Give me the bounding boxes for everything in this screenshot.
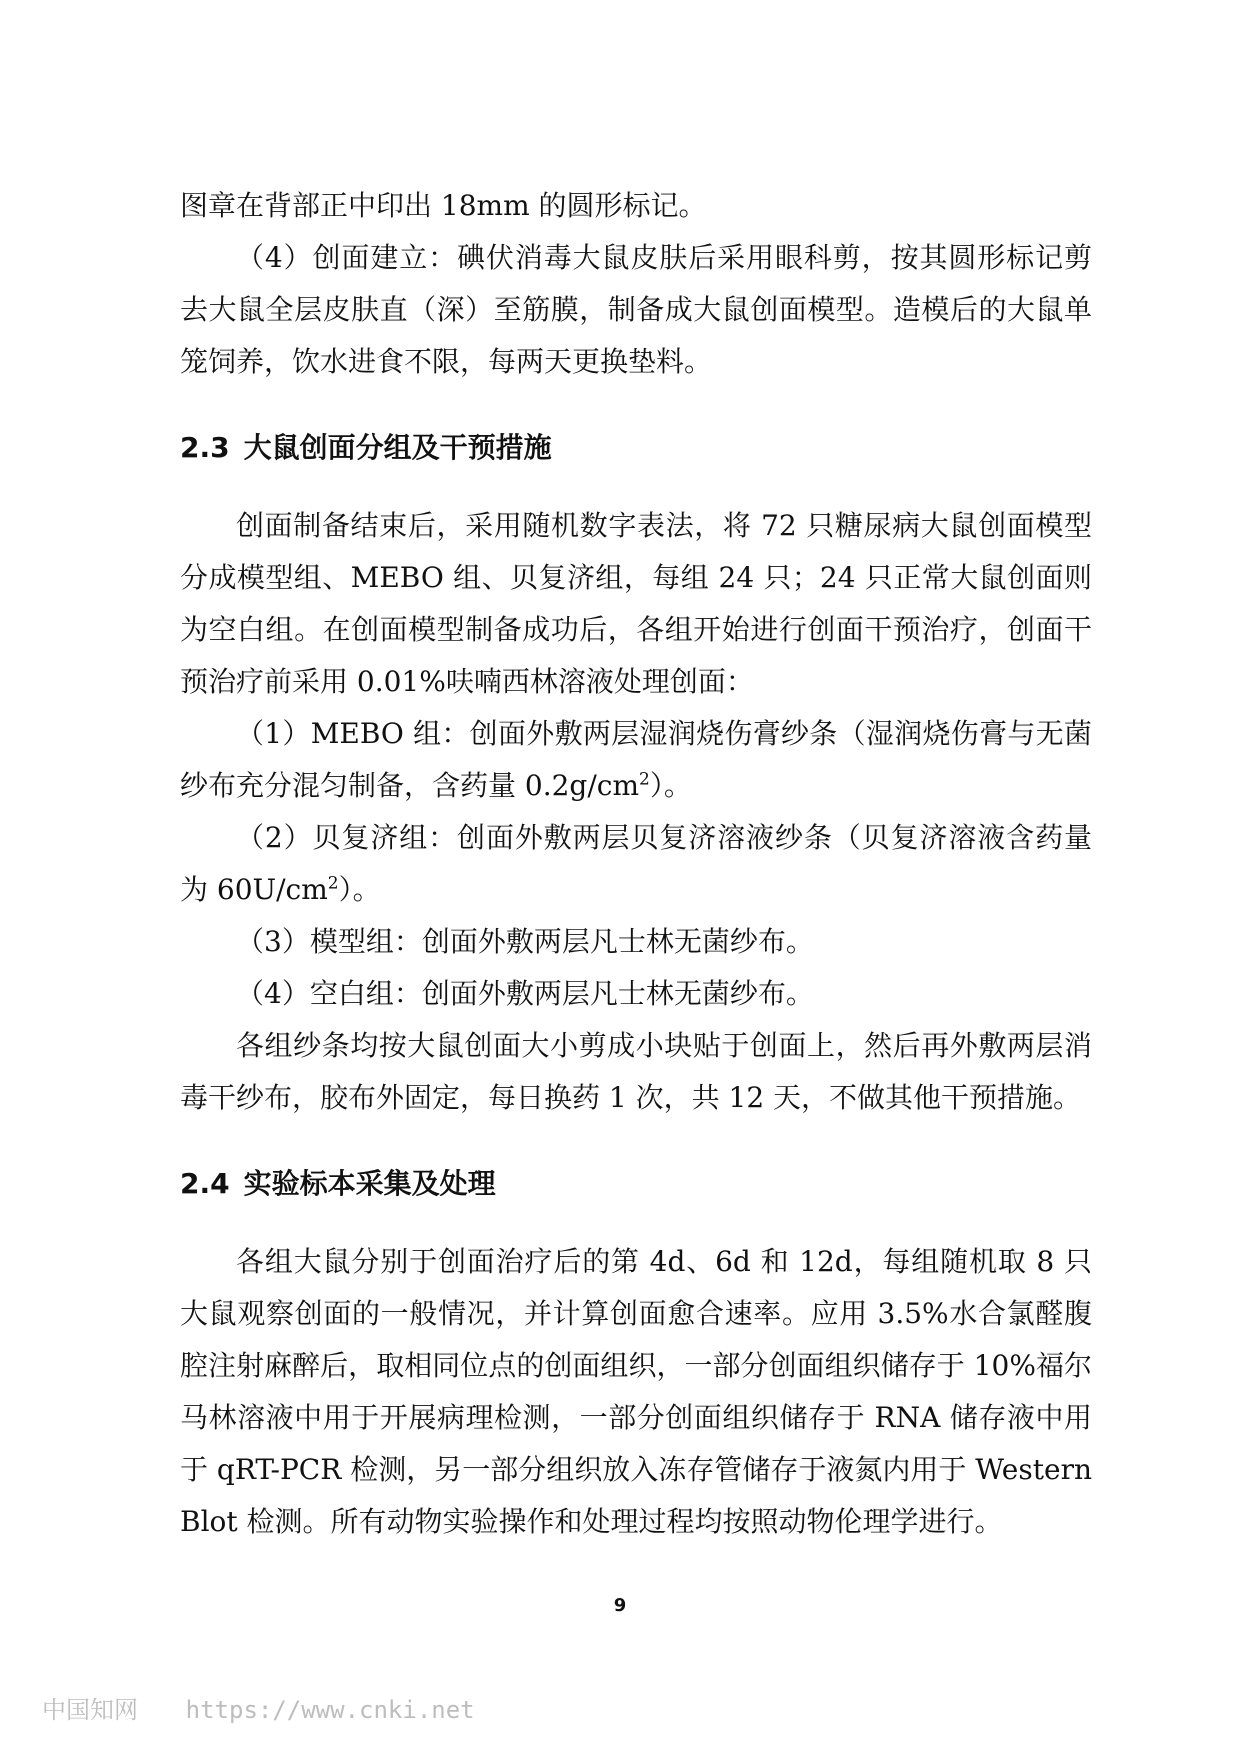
- paragraph-wound-creation: （4）创面建立：碘伏消毒大鼠皮肤后采用眼科剪，按其圆形标记剪去大鼠全层皮肤直（深）至筋膜，制备成大鼠创面模型。造模后的大鼠单笼饲养，饮水进食不限，每两天更换垫料。: [180, 241, 1092, 378]
- paragraph-grouping: 创面制备结束后，采用随机数字表法，将 72 只糖尿病大鼠创面模型分成模型组、MEBO 组、贝复济组，每组 24 只；24 只正常大鼠创面则为空白组。在创面模型制备成功后，各组开始进行创面干预治疗，创面干预治疗前采用 0.01%呋喃西林溶液处理创面：: [180, 509, 1092, 698]
- footer-url: https://www.cnki.net: [185, 1696, 475, 1724]
- paragraph-sampling: 各组大鼠分别于创面治疗后的第 4d、6d 和 12d，每组随机取 8 只大鼠观察创面的一般情况，并计算创面愈合速率。应用 3.5%水合氯醛腹腔注射麻醉后，取相同位点的创面组织，一部分创面组织储存于 10%福尔马林溶液中用于开展病理检测，一部分创面组织储存于 RNA 储存液中用于 qRT-PCR 检测，另一部分组织放入冻存管储存于液氮内用于 Western Blot 检测。所有动物实验操作和处理过程均按照动物伦理学进行。: [180, 1245, 1092, 1538]
- section-title: 大鼠创面分组及干预措施: [243, 431, 552, 464]
- section-heading-2-4: [180, 1158, 1092, 1210]
- list-item-beifuji: （2）贝复济组：创面外敷两层贝复济溶液纱条（贝复济溶液含药量为 $60U/cm^2$）。: [180, 821, 1092, 906]
- section-heading-2-3: [180, 422, 1092, 474]
- section-number: 2.3: [180, 431, 230, 464]
- list-item-mebo: （1）MEBO 组：创面外敷两层湿润烧伤膏纱条（湿润烧伤膏与无菌纱布充分混匀制备，含药量 $0.2g/cm^2$）。: [180, 717, 1092, 802]
- section-title: 实验标本采集及处理: [243, 1167, 496, 1200]
- list-item-blank: （4）空白组：创面外敷两层凡士林无菌纱布。: [236, 977, 814, 1010]
- paragraph-continued: 图章在背部正中印出 18mm 的圆形标记。: [180, 189, 707, 222]
- page-number: 9: [613, 1595, 627, 1616]
- document-body: [180, 180, 1092, 1548]
- footer-brand: 中国知网: [42, 1696, 138, 1724]
- list-item-model: （3）模型组：创面外敷两层凡士林无菌纱布。: [236, 925, 814, 958]
- footer-watermark: [42, 1690, 475, 1725]
- section-number: 2.4: [180, 1167, 230, 1200]
- paragraph-dressing: 各组纱条均按大鼠创面大小剪成小块贴于创面上，然后再外敷两层消毒干纱布，胶布外固定，每日换药 1 次，共 12 天，不做其他干预措施。: [180, 1029, 1092, 1114]
